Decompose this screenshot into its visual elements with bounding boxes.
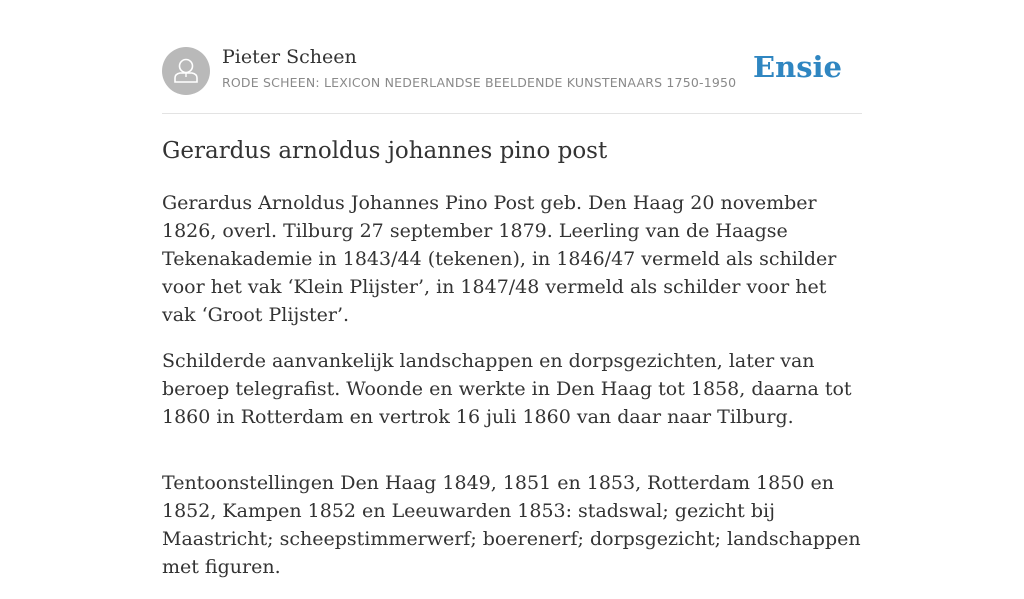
article-header bbox=[162, 44, 862, 114]
brand-logo[interactable]: Ensie bbox=[753, 50, 842, 84]
paragraph-3: Tentoonstellingen Den Haag 1849, 1851 en 1853, Rotterdam 1850 en 1852, Kampen 1852 en Leeuwarden 1853: stadswal; gezicht bij Maastricht; scheepstimmerwerf; boerenerf; dorpsgezicht; landschappen met figuren. bbox=[162, 472, 861, 578]
author-avatar[interactable] bbox=[162, 47, 210, 95]
source-title[interactable]: RODE SCHEEN: LEXICON NEDERLANDSE BEELDENDE KUNSTENAARS 1750-1950 bbox=[222, 75, 737, 90]
header-divider bbox=[162, 113, 862, 114]
paragraph-1: Gerardus Arnoldus Johannes Pino Post geb. Den Haag 20 november 1826, overl. Tilburg 27 september 1879. Leerling van de Haagse Tekenakademie in 1843/44 (tekenen), in 1846/47 vermeld als schilder voor het vak ‘Klein Plijster’, in 1847/48 vermeld als schilder voor het vak ‘Groot Plijster’. bbox=[162, 192, 837, 326]
author-name[interactable]: Pieter Scheen bbox=[222, 46, 357, 68]
article-body bbox=[162, 189, 862, 599]
user-icon bbox=[162, 47, 210, 95]
article-title: Gerardus arnoldus johannes pino post bbox=[162, 138, 608, 164]
paragraph-2: Schilderde aanvankelijk landschappen en dorpsgezichten, later van beroep telegrafist. Woonde en werkte in Den Haag tot 1858, daarna tot 1860 in Rotterdam en vertrok 16 juli 1860 van daar naar Tilburg. bbox=[162, 350, 852, 428]
